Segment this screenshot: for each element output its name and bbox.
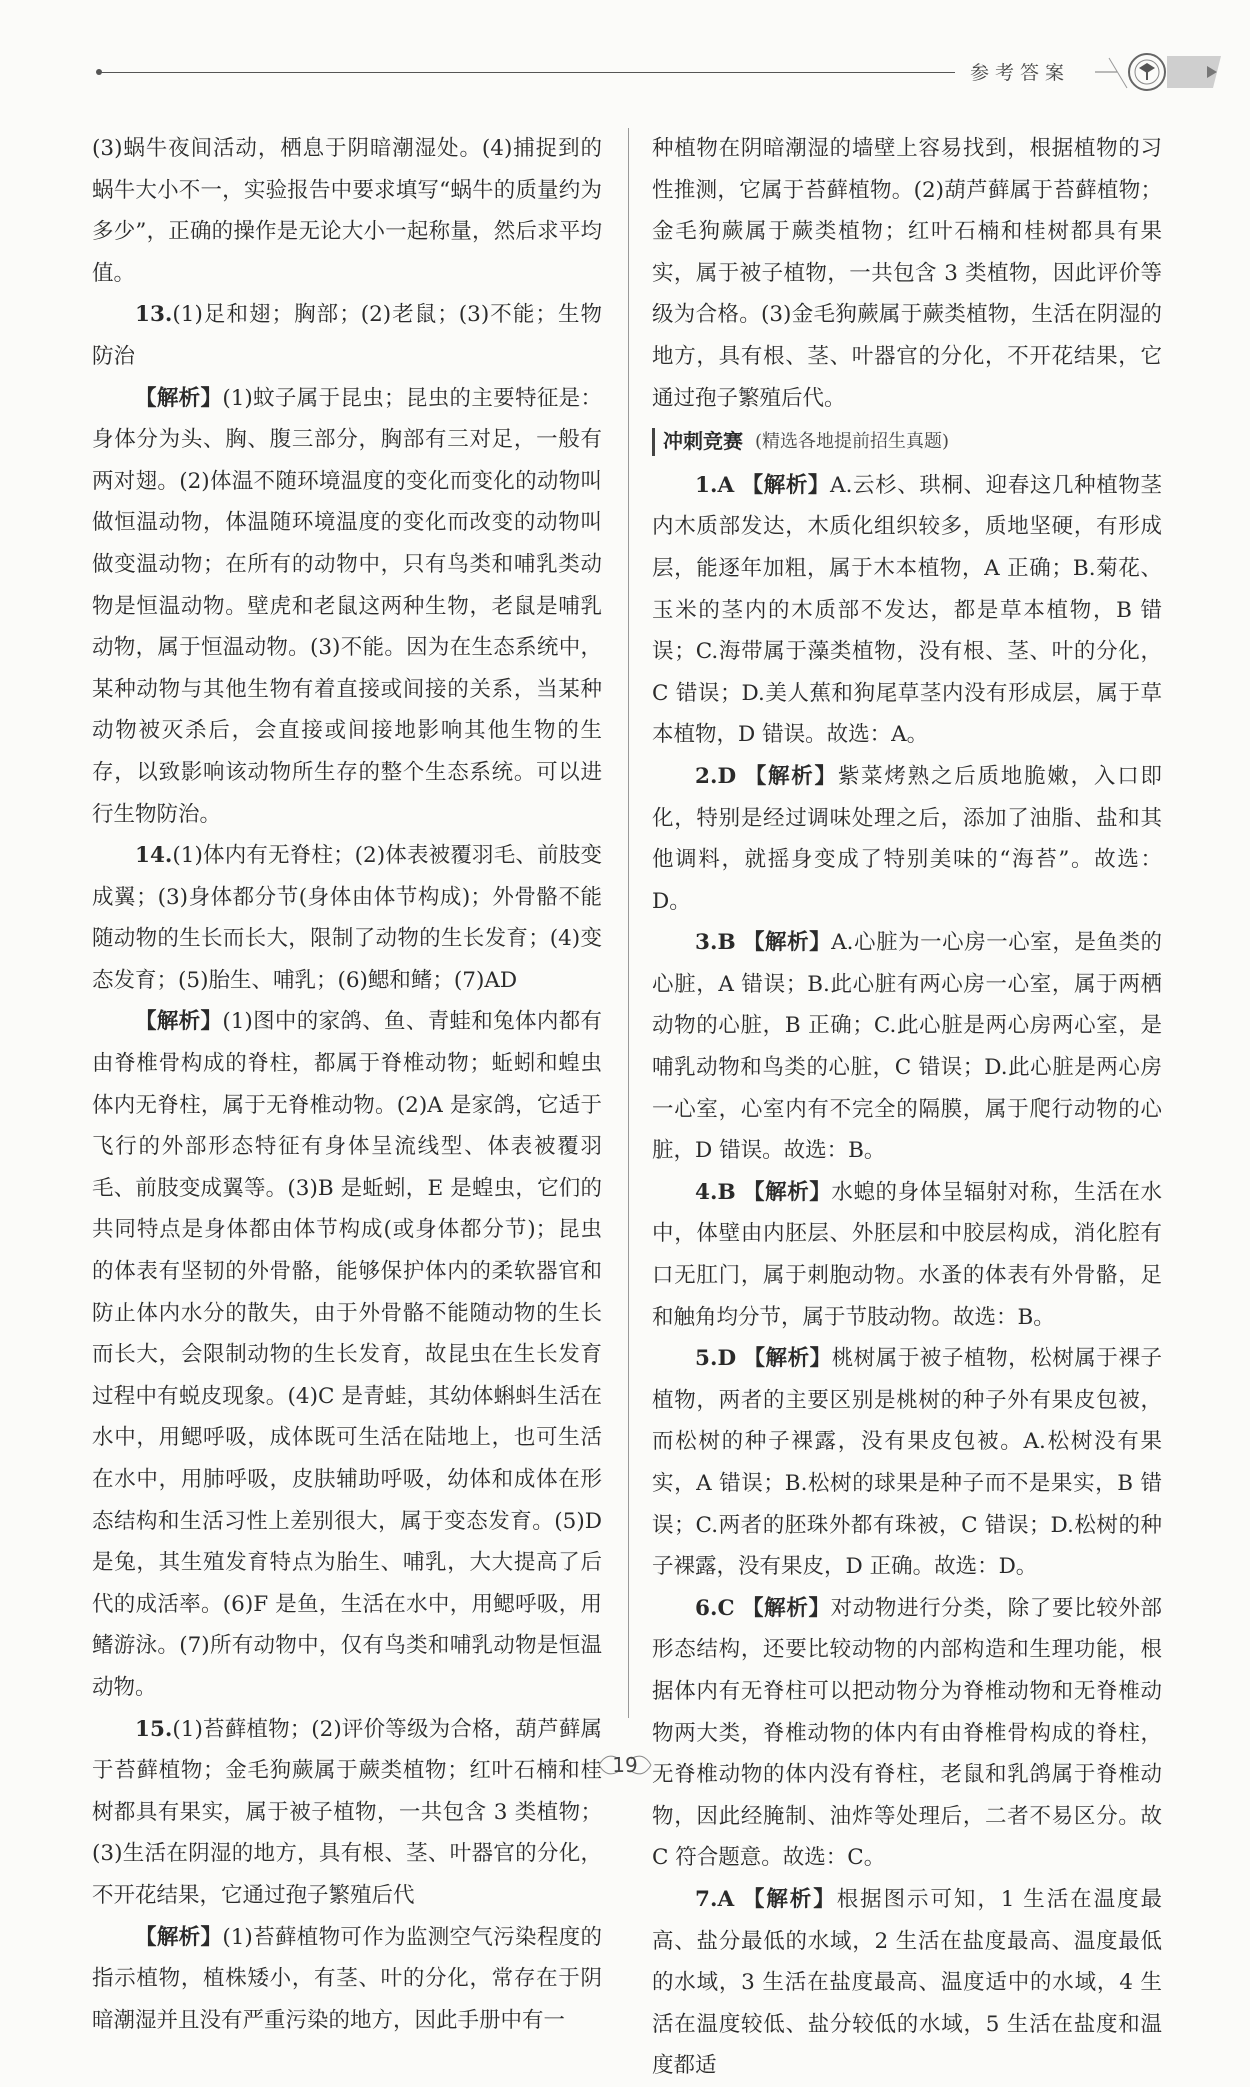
header-label: 参考答案 [970,62,1071,84]
analysis-text: 桃树属于被子植物，松树属于裸子植物，两者的主要区别是桃树的种子外有果皮包被，而松树的种子裸露，没有果皮包被。A.松树没有果实，A 错误；B.松树的球果是种子而不是果实，B 错误；C.两者的胚珠外都有珠被，C 错误；D.松树的种子裸露，没有果皮，D 正确。故选：D。 [652,1346,1162,1580]
section-heading [652,421,1162,463]
analysis-label: 【解析】 [742,1886,837,1912]
right-column [652,128,1162,2087]
answer-5 [652,1338,1162,1588]
answer-1 [652,465,1162,756]
answer-6 [652,1588,1162,1879]
answer-7 [652,1879,1162,2087]
section-bar [652,428,655,456]
question-number: 3.B [695,930,736,956]
section-title: 冲刺竞赛 [663,429,743,454]
header-rule [100,72,955,73]
column-divider [628,128,629,1718]
analysis-15 [92,1917,602,2042]
answer-text: (1)苔藓植物；(2)评价等级为合格，葫芦藓属于苔藓植物；金毛狗蕨属于蕨类植物；红叶石楠和桂树都具有果实，属于被子植物，一共包含 3 类植物；(3)生活在阴湿的地方，具有根、茎、叶器官的分化，不开花结果，它通过孢子繁殖后代 [92,1716,602,1908]
answer-14 [92,835,602,1001]
question-number: 6.C [695,1595,735,1621]
analysis-label: 【解析】 [741,472,831,498]
answer-text: (1)体内有无脊柱；(2)体表被覆羽毛、前肢变成翼；(3)身体都分节(身体由体节构成)；外骨骼不能随动物的生长而长大，限制了动物的生长发育；(4)变态发育；(5)胎生、哺乳；(6)鳃和鳍；(7)AD [92,843,602,993]
analysis-label: 【解析】 [135,1924,223,1950]
analysis-text: 对动物进行分类，除了要比较外部形态结构，还要比较动物的内部构造和生理功能，根据体内有无脊柱可以把动物分为脊椎动物和无脊椎动物两大类，脊椎动物的体内有由脊椎骨构成的脊柱，无脊椎动物的体内没有脊柱，老鼠和乳鸽属于脊椎动物，因此经腌制、油炸等处理后，二者不易区分。故 C 符合题意。故选：C。 [652,1595,1162,1871]
answer-2 [652,756,1162,922]
answer-13 [92,294,602,377]
analysis-text: A.云杉、珙桐、迎春这几种植物茎内木质部发达，木质化组织较多，质地坚硬，有形成层，能逐年加粗，属于木本植物，A 正确；B.菊花、玉米的茎内的木质部不发达，都是草本植物，B 错误；C.海带属于藻类植物，没有根、茎、叶的分化，C 错误；D.美人蕉和狗尾草茎内没有形成层，属于草本植物，D 错误。故选：A。 [652,472,1162,748]
logo-badge-icon [1095,48,1225,96]
analysis-13 [92,378,602,836]
analysis-label: 【解析】 [743,1346,832,1372]
analysis-label: 【解析】 [743,930,832,956]
answer-4 [652,1172,1162,1338]
question-number: 5.D [695,1346,737,1372]
question-number: 7.A [695,1886,735,1912]
analysis-text: (1)图中的家鸽、鱼、青蛙和兔体内都有由脊椎骨构成的脊柱，都属于脊椎动物；蚯蚓和蝗虫体内无脊柱，属于无脊椎动物。(2)A 是家鸽，它适于飞行的外部形态特征有身体呈流线型、体表被覆羽毛、前肢变成翼等。(3)B 是蚯蚓，E 是蝗虫，它们的共同特点是身体都由体节构成(或身体都分节)；昆虫的体表有坚韧的外骨骼，能够保护体内的柔软器官和防止体内水分的散失，由于外骨骼不能随动物的生长而长大，会限制动物的生长发育，故昆虫在生长发育过程中有蜕皮现象。(4)C 是青蛙，其幼体蝌蚪生活在水中，用鳃呼吸，成体既可生活在陆地上，也可生活在水中，用肺呼吸，皮肤辅助呼吸，幼体和成体在形态结构和生活习性上差别很大，属于变态发育。(5)D 是兔，其生殖发育特点为胎生、哺乳，大大提高了后代的成活率。(6)F 是鱼，生活在水中，用鳃呼吸，用鳍游泳。(7)所有动物中，仅有鸟类和哺乳动物是恒温动物。 [92,1009,602,1700]
analysis-text: (1)蚊子属于昆虫；昆虫的主要特征是：身体分为头、胸、腹三部分，胸部有三对足，一般有两对翅。(2)体温不随环境温度的变化而变化的动物叫做恒温动物，体温随环境温度的变化而改变的动物叫做变温动物；在所有的动物中，只有鸟类和哺乳类动物是恒温动物。壁虎和老鼠这两种生物，老鼠是哺乳动物，属于恒温动物。(3)不能。因为在生态系统中，某种动物与其他生物有着直接或间接的关系，当某种动物被灭杀后，会直接或间接地影响其他生物的生存，以致影响该动物所生存的整个生态系统。可以进行生物防治。 [92,385,602,827]
analysis-label: 【解析】 [743,1179,832,1205]
question-number: 15. [135,1716,173,1742]
page-number: 19 [612,1753,638,1777]
question-number: 14. [135,843,173,869]
analysis-text: A.心脏为一心房一心室，是鱼类的心脏，A 错误；B.此心脏有两心房一心室，属于两栖动物的心脏，B 正确；C.此心脏是两心房两心室，是哺乳动物和鸟类的心脏，C 错误；D.此心脏是两心房一心室，心室内有不完全的隔膜，属于爬行动物的心脏，D 错误。故选：B。 [652,930,1162,1164]
analysis-text: 根据图示可知，1 生活在温度最高、盐分最低的水域，2 生活在盐度最高、温度最低的水域，3 生活在盐度最高、温度适中的水域，4 生活在温度较低、盐分较低的水域，5 生活在盐度和温度都适 [652,1886,1162,2079]
section-subtitle: (精选各地提前招生真题) [755,431,950,453]
question-number: 2.D [695,763,737,789]
answer-15 [92,1709,602,1917]
analysis-label: 【解析】 [135,1009,223,1035]
answer-paragraph: 种植物在阴暗潮湿的墙壁上容易找到，根据植物的习性推测，它属于苔藓植物。(2)葫芦藓属于苔藓植物；金毛狗蕨属于蕨类植物；红叶石楠和桂树都具有果实，属于被子植物，一共包含 3 类植物，因此评价等级为合格。(3)金毛狗蕨属于蕨类植物，生活在阴湿的地方，具有根、茎、叶器官的分化，不开花结果，它通过孢子繁殖后代。 [652,136,1162,411]
analysis-14 [92,1001,602,1708]
question-number: 4.B [695,1179,736,1205]
analysis-text: (1)苔藓植物可作为监测空气污染程度的指示植物，植株矮小，有茎、叶的分化，常存在于阴暗潮湿并且没有严重污染的地方，因此手册中有一 [92,1924,602,2033]
analysis-label: 【解析】 [742,1595,831,1621]
answer-paragraph: (3)蜗牛夜间活动，栖息于阴暗潮湿处。(4)捕捉到的蜗牛大小不一，实验报告中要求填写“蜗牛的质量约为多少”，正确的操作是无论大小一起称量，然后求平均值。 [92,136,602,286]
analysis-text: 水螅的身体呈辐射对称，生活在水中，体壁由内胚层、外胚层和中胶层构成，消化腔有口无肛门，属于刺胞动物。水蚤的体表有外骨骼，足和触角均分节，属于节肢动物。故选：B。 [652,1179,1162,1330]
analysis-label: 【解析】 [135,385,223,411]
analysis-label: 【解析】 [744,763,838,789]
answer-3 [652,922,1162,1172]
question-number: 13. [135,302,173,328]
question-number: 1.A [695,472,735,498]
analysis-text: 紫菜烤熟之后质地脆嫩，入口即化，特别是经过调味处理之后，添加了油脂、盐和其他调料，就摇身变成了特别美味的“海苔”。故选：D。 [652,763,1162,914]
answer-text: (1)足和翅；胸部；(2)老鼠；(3)不能；生物防治 [92,302,602,369]
